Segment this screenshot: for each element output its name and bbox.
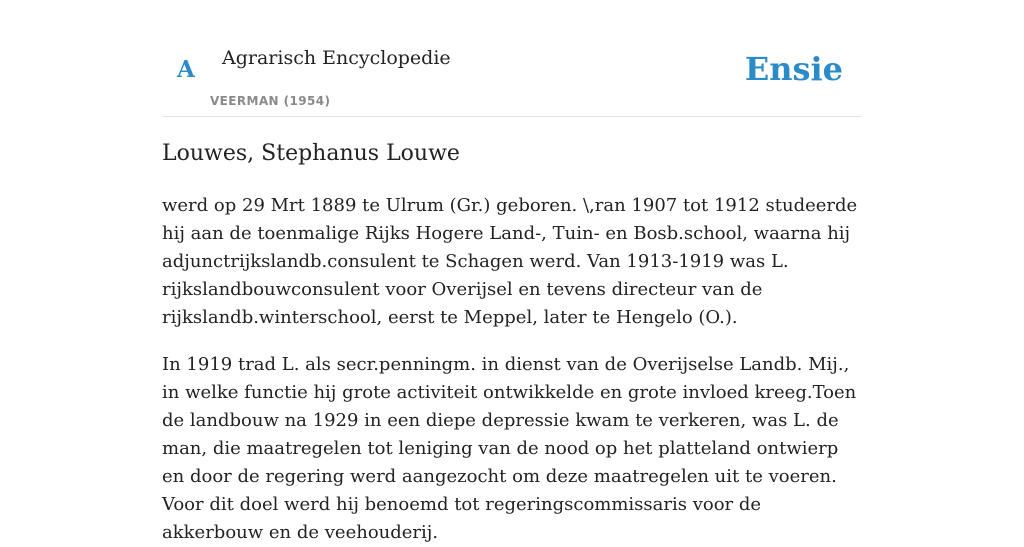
index-letter-link[interactable]: A: [177, 56, 195, 83]
source-header: [162, 0, 862, 117]
article-paragraph-1: werd op 29 Mrt 1889 te Ulrum (Gr.) geboren. \,ran 1907 tot 1912 studeerde hij aan de toenmalige Rijks Hogere Land-, Tuin- en Bosb.school, waarna hij adjunctrijkslandb.consulent te Schagen werd. Van 1913-1919 was L. rijkslandbouwconsulent voor Overijsel en tevens directeur van de rijkslandb.winterschool, eerst te Meppel, later te Hengelo (O.).: [162, 195, 858, 328]
source-title-link[interactable]: Agrarisch Encyclopedie: [222, 47, 451, 69]
ensie-logo-link[interactable]: Ensie: [744, 50, 843, 88]
article: [162, 138, 862, 547]
article-paragraph-2: In 1919 trad L. als secr.penningm. in dienst van de Overijselse Landb. Mij., in welke functie hij grote activiteit ontwikkelde en grote invloed kreeg.Toen de landbouw na 1929 in een diepe depressie kwam te verkeren, was L. de man, die maatregelen tot leniging van de nood op het platteland ontwierp en door de regering werd aangezocht om deze maatregelen uit te voeren. Voor dit doel werd hij benoemd tot regeringscommissaris voor de akkerbouw en de veehouderij.: [162, 354, 857, 543]
article-title: Louwes, Stephanus Louwe: [162, 141, 460, 166]
source-author: VEERMAN (1954): [210, 94, 331, 108]
